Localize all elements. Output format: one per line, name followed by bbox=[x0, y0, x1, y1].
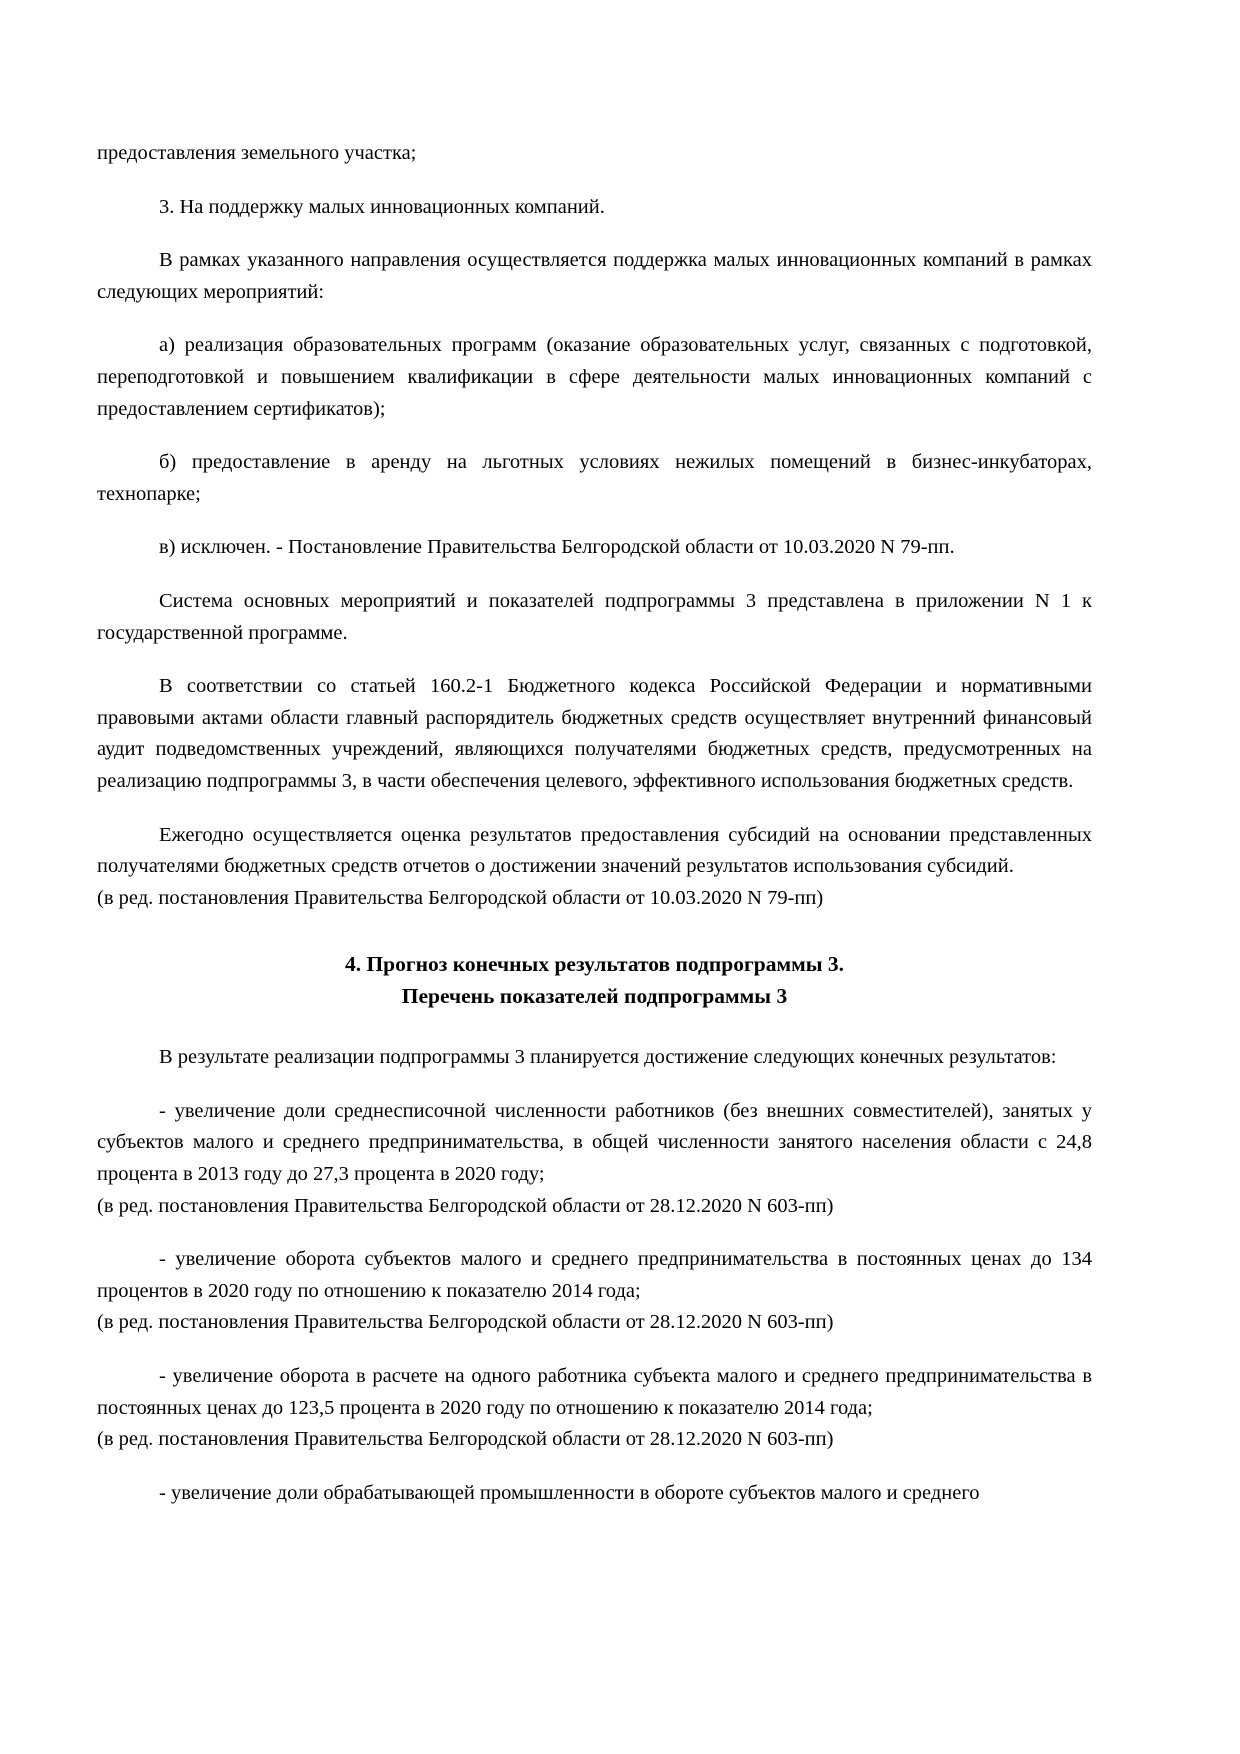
document-body bbox=[97, 138, 1092, 1509]
paragraph-item-b: б) предоставление в аренду на льготных условиях нежилых помещений в бизнес-инкубаторах, технопарке; bbox=[97, 451, 1092, 505]
paragraph-framework-intro: В рамках указанного направления осуществляется поддержка малых инновационных компаний в рамках следующих мероприятий: bbox=[97, 249, 1092, 303]
section-heading-line-1: 4. Прогноз конечных результатов подпрограммы 3. bbox=[344, 952, 845, 977]
paragraph-item-a: а) реализация образовательных программ (оказание образовательных услуг, связанных с подготовкой, переподготовкой и повышением квалификации в сфере деятельности малых инновационных компаний с предоставлением сертификатов); bbox=[97, 334, 1092, 420]
section-heading-line-2: Перечень показателей подпрограммы 3 bbox=[401, 984, 788, 1009]
paragraph-results-intro: В результате реализации подпрограммы 3 планируется достижение следующих конечных результатов: bbox=[159, 1046, 1057, 1069]
paragraph-item-3: 3. На поддержку малых инновационных компаний. bbox=[159, 195, 605, 218]
paragraph-item-v: в) исключен. - Постановление Правительства Белгородской области от 10.03.2020 N 79-пп. bbox=[159, 536, 955, 559]
list-item-turnover-per-worker: - увеличение оборота в расчете на одного работника субъекта малого и среднего предпринимательства в постоянных ценах до 123,5 процента в 2020 году по отношению к показателю 2014 года; bbox=[97, 1365, 1092, 1419]
list-item-employment-share: - увеличение доли среднесписочной численности работников (без внешних совместителей), занятых у субъектов малого и среднего предпринимательства, в общей численности занятого населения области с 24,8 процента в 2013 году до 27,3 процента в 2020 году; bbox=[97, 1099, 1092, 1186]
citation-603pp-1: (в ред. постановления Правительства Белгородской области от 28.12.2020 N 603-пп) bbox=[97, 1194, 834, 1217]
citation-603pp-2: (в ред. постановления Правительства Белгородской области от 28.12.2020 N 603-пп) bbox=[97, 1311, 834, 1334]
paragraph-system-measures: Система основных мероприятий и показателей подпрограммы 3 представлена в приложении N 1 к государственной программе. bbox=[97, 589, 1092, 644]
section-heading bbox=[97, 948, 1092, 1012]
paragraph-continuation-line: предоставления земельного участка; bbox=[97, 142, 417, 164]
citation-79pp: (в ред. постановления Правительства Белгородской области от 10.03.2020 N 79-пп) bbox=[97, 886, 824, 909]
paragraph-annual-assessment: Ежегодно осуществляется оценка результатов предоставления субсидий на основании представленных получателями бюджетных средств отчетов о достижении значений результатов использования субсидий. bbox=[97, 823, 1092, 878]
paragraph-budget-code: В соответствии со статьей 160.2-1 Бюджетного кодекса Российской Федерации и нормативными правовыми актами области главный распорядитель бюджетных средств осуществляет внутренний финансовый аудит подведомственных учреждений, являющихся получателями бюджетных средств, предусмотренных на реализацию подпрограммы 3, в части обеспечения целевого, эффективного использования бюджетных средств. bbox=[97, 675, 1092, 792]
list-item-manufacturing-share: - увеличение доли обрабатывающей промышленности в обороте субъектов малого и среднего bbox=[159, 1481, 980, 1504]
citation-603pp-3: (в ред. постановления Правительства Белгородской области от 28.12.2020 N 603-пп) bbox=[97, 1428, 834, 1451]
list-item-turnover-growth: - увеличение оборота субъектов малого и среднего предпринимательства в постоянных ценах до 134 процентов в 2020 году по отношению к показателю 2014 года; bbox=[97, 1248, 1092, 1302]
